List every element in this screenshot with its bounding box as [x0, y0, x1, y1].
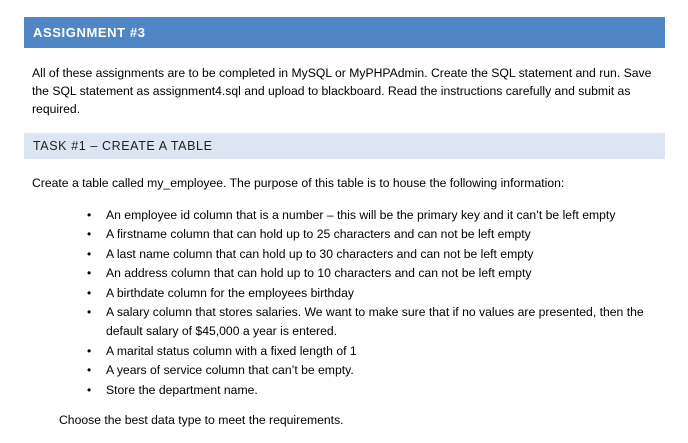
list-item — [87, 361, 657, 380]
requirement-text: A marital status column with a fixed length of 1 — [106, 343, 357, 358]
bullet-icon: • — [87, 305, 92, 320]
bullet-icon: • — [87, 266, 92, 281]
bullet-icon: • — [87, 285, 92, 300]
bullet-icon: • — [87, 382, 92, 397]
bullet-icon: • — [87, 246, 92, 261]
bullet-icon: • — [87, 227, 92, 242]
list-item — [87, 342, 657, 361]
list-item — [87, 284, 657, 303]
requirement-text: A last name column that can hold up to 30 characters and can not be left empty — [106, 246, 534, 261]
task-header — [24, 133, 665, 159]
assignment-header — [24, 17, 665, 48]
task-title: TASK #1 – CREATE A TABLE — [33, 139, 213, 153]
bullet-icon: • — [87, 343, 92, 358]
list-item — [87, 245, 657, 264]
list-item — [87, 206, 657, 225]
requirement-text: A years of service column that can’t be empty. — [106, 363, 354, 378]
requirement-text: A birthdate column for the employees birthday — [106, 285, 354, 300]
task-intro: Create a table called my_employee. The purpose of this table is to house the following information: — [32, 176, 565, 190]
list-item — [87, 264, 657, 283]
assignment-intro: All of these assignments are to be completed in MySQL or MyPHPAdmin. Create the SQL statement and run. Save the SQL statement as assignment4.sql and upload to blackboard. Read the instructions carefully and submit as required. — [32, 66, 652, 116]
closing-note: Choose the best data type to meet the requirements. — [59, 413, 344, 427]
list-item — [87, 303, 657, 342]
requirement-text: An employee id column that is a number – this will be the primary key and it can’t be left empty — [106, 208, 616, 222]
requirement-text: A firstname column that can hold up to 25 characters and can not be left empty — [106, 227, 531, 242]
requirement-text: An address column that can hold up to 10 characters and can not be left empty — [106, 266, 532, 281]
requirement-text: A salary column that stores salaries. We want to make sure that if no values are presented, then the default salary of $45,000 a year is entered. — [106, 305, 644, 339]
bullet-icon: • — [87, 363, 92, 378]
list-item — [87, 225, 657, 244]
assignment-title: ASSIGNMENT #3 — [33, 25, 146, 40]
requirement-text: Store the department name. — [106, 382, 258, 397]
bullet-icon: • — [87, 208, 92, 222]
requirements-list — [87, 206, 657, 400]
list-item — [87, 381, 657, 400]
